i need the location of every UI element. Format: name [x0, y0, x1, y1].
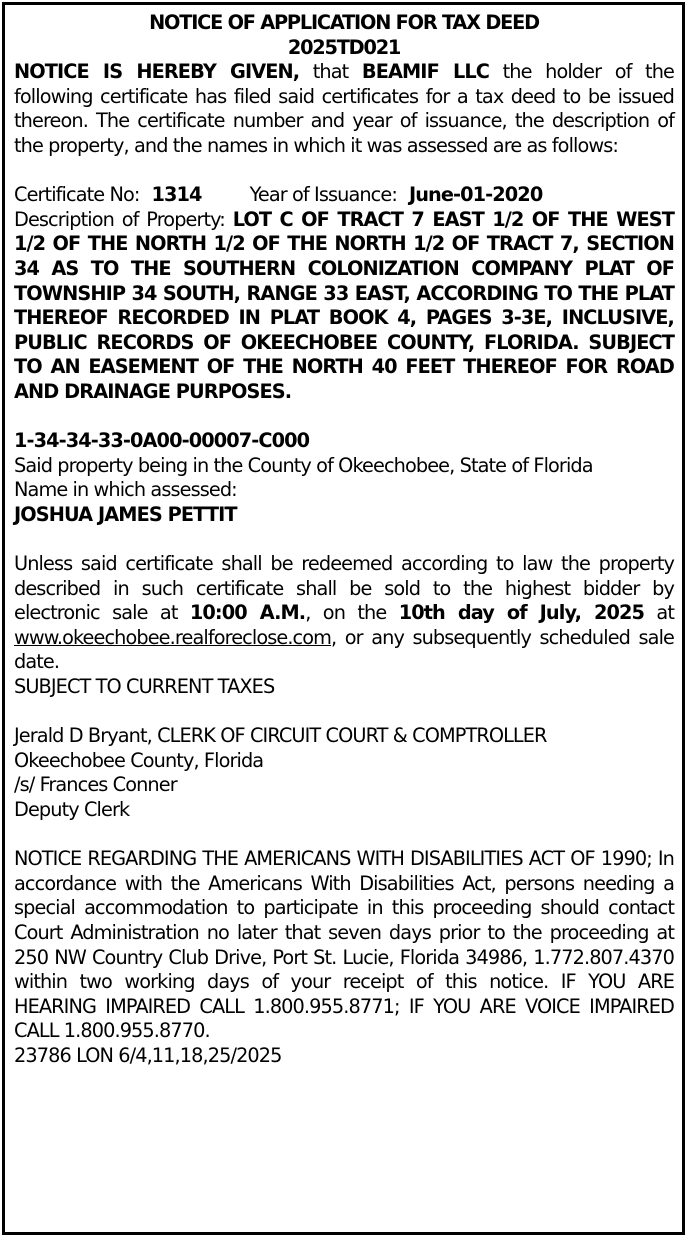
sale-text: at: [644, 601, 674, 625]
notice-title: [14, 11, 674, 60]
intro-text: that: [299, 60, 362, 84]
case-number: 2025TD021: [287, 35, 401, 59]
tax-deed-notice: [2, 2, 685, 1235]
intro-paragraph: [14, 60, 674, 158]
certificate-line: [14, 183, 674, 208]
spacer: [14, 700, 674, 725]
certificate-holder: BEAMIF LLC: [361, 60, 490, 84]
notice-title-line: NOTICE OF APPLICATION FOR TAX DEED: [149, 11, 539, 34]
sale-text: , on the: [305, 601, 399, 625]
sale-time: 10:00 A.M.: [189, 601, 306, 625]
year-of-issuance: June-01-2020: [408, 183, 543, 207]
sale-paragraph: [14, 552, 674, 675]
assessed-label: Name in which assessed:: [14, 478, 237, 502]
property-location: Said property being in the County of Okeechobee, State of Florida: [14, 453, 593, 477]
sale-date: 10th day of July, 2025: [398, 601, 645, 625]
intro-lead: NOTICE IS HEREBY GIVEN,: [14, 60, 300, 84]
ada-notice: NOTICE REGARDING THE AMERICANS WITH DISABILITIES ACT OF 1990; In accordance with the Americans With Disabilities Act, persons needing a special accommodation to participate in this proceeding should contact Court Administration no later that seven days prior to the proceeding at 250 NW Country Club Drive, Port St. Lucie, Florida 34986, 1.772.807.4370 within two working days of your receipt of this notice. IF YOU ARE HEARING IMPAIRED CALL 1.800.955.8771; IF YOU ARE VOICE IMPAIRED CALL 1.800.955.8770.: [14, 847, 674, 1043]
clerk-signature: /s/ Frances Conner: [14, 773, 177, 797]
property-description-text: LOT C OF TRACT 7 EAST 1/2 OF THE WEST 1/2 OF THE NORTH 1/2 OF THE NORTH 1/2 OF TRACT 7, SECTION 34 AS TO THE SOUTHERN COLONIZATION COMPANY PLAT OF TOWNSHIP 34 SOUTH, RANGE 33 EAST, ACCORDING TO THE PLAT THEREOF RECORDED IN PLAT BOOK 4, PAGES 3-3E, INCLUSIVE, PUBLIC RECORDS OF OKEECHOBEE COUNTY, FLORIDA. SUBJECT TO AN EASEMENT OF THE NORTH 40 FEET THEREOF FOR ROAD AND DRAINAGE PURPOSES.: [14, 207, 674, 403]
assessed-name: [14, 503, 674, 528]
sale-text: , or any subsequently scheduled sale date.: [14, 625, 674, 674]
current-taxes-note: SUBJECT TO CURRENT TAXES: [14, 675, 275, 699]
clerk-title: Deputy Clerk: [14, 798, 130, 821]
parcel-id: [14, 429, 674, 454]
publication-footer: 23786 LON 6/4,11,18,25/2025: [14, 1043, 282, 1067]
clerk-county: Okeechobee County, Florida: [14, 748, 264, 772]
intro-text: the holder of the following certificate has filed said certificates for a tax deed to be issued thereon. The certificate number and year of issuance, the description of the property, and the names in which it was assessed are as follows:: [14, 60, 675, 157]
spacer: [14, 823, 674, 848]
property-description: [14, 208, 674, 405]
spacer: [14, 527, 674, 552]
certificate-number: 1314: [151, 183, 202, 207]
year-of-issuance-label: Year of Issuance:: [249, 183, 397, 207]
parcel-id-text: 1-34-34-33-0A00-00007-C000: [14, 429, 310, 453]
spacer: [14, 405, 674, 430]
certificate-number-label: Certificate No:: [14, 183, 140, 207]
property-description-label: Description of Property:: [14, 207, 225, 231]
spacer: [14, 159, 674, 184]
assessed-name-text: JOSHUA JAMES PETTIT: [14, 502, 237, 526]
sale-text: Unless said certificate shall be redeemed according to law the property described in such certificate shall be sold to the highest bidder by electronic sale at: [14, 552, 674, 625]
clerk-name: Jerald D Bryant, CLERK OF CIRCUIT COURT & COMPTROLLER: [14, 724, 547, 748]
sale-website-link[interactable]: www.okeechobee.realforeclose.com: [14, 625, 332, 649]
